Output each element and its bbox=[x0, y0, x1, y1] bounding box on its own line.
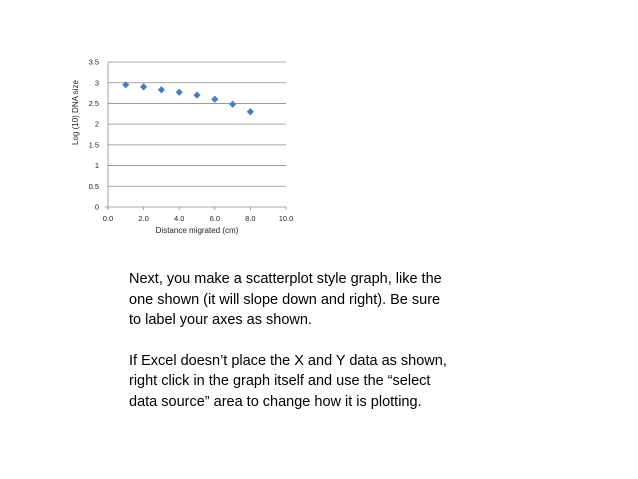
y-tick-label: 2 bbox=[94, 119, 99, 129]
y-tick-label: 3.5 bbox=[88, 57, 99, 67]
x-axis-title: Distance migrated (cm) bbox=[155, 226, 239, 235]
x-tick-label: 0.0 bbox=[102, 214, 114, 223]
x-tick-label: 10.0 bbox=[278, 214, 294, 223]
data-point bbox=[193, 92, 200, 99]
y-tick-label: 3 bbox=[94, 78, 99, 88]
y-tick-label: 0.5 bbox=[88, 181, 99, 191]
x-tick-label: 8.0 bbox=[245, 214, 256, 223]
data-point bbox=[122, 81, 129, 88]
y-tick-labels bbox=[89, 58, 99, 212]
x-tick-label: 4.0 bbox=[173, 214, 185, 223]
axes bbox=[105, 62, 286, 210]
y-tick-label: 2.5 bbox=[88, 99, 99, 109]
instruction-paragraph-1: Next, you make a scatterplot style graph, like the one shown (it will slope down and right). Be sure to label your axes as shown. bbox=[129, 271, 442, 328]
data-point bbox=[247, 108, 254, 115]
data-point bbox=[211, 96, 218, 103]
y-tick-label: 1 bbox=[94, 161, 99, 171]
x-tick-label: 2.0 bbox=[138, 214, 149, 223]
gridlines bbox=[108, 62, 286, 186]
data-points bbox=[122, 81, 254, 115]
y-axis-title: Log (10) DNA size bbox=[71, 80, 80, 145]
data-point bbox=[158, 86, 165, 93]
data-point bbox=[229, 101, 236, 108]
x-tick-labels bbox=[103, 214, 294, 223]
x-tick-label: 6.0 bbox=[209, 214, 221, 223]
y-tick-label: 0 bbox=[94, 202, 99, 212]
data-point bbox=[140, 83, 147, 90]
instruction-text bbox=[129, 269, 449, 432]
instruction-paragraph-2: If Excel doesn’t place the X and Y data as shown, right click in the graph itself and use the “select data source” area to change how it is plotting. bbox=[129, 352, 447, 410]
y-tick-label: 1.5 bbox=[88, 140, 99, 150]
data-point bbox=[176, 89, 183, 96]
